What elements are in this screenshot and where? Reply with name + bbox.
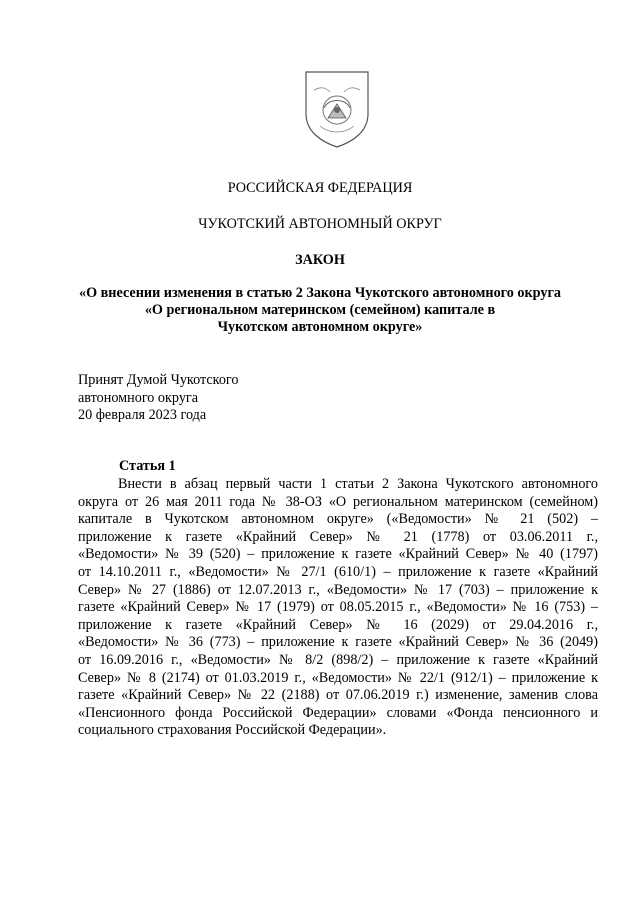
law-title-line: «О внесении изменения в статью 2 Закона Чукотского автономного округа	[78, 285, 562, 301]
article-line: «Ведомости» № 36 (773) – приложение к газете «Крайний Север» № 36 (2049)	[78, 634, 598, 651]
law-title-line: Чукотском автономном округе»	[217, 319, 423, 335]
article-line: газете «Крайний Север» № 22 (2188) от 07.06.2019 г.) изменение, заменив слова	[78, 687, 598, 704]
law-title	[0, 285, 640, 336]
country-heading: РОССИЙСКАЯ ФЕДЕРАЦИЯ	[227, 180, 413, 196]
article-line: от 16.09.2016 г., «Ведомости» № 8/2 (898/2) – приложение к газете «Крайний	[78, 651, 598, 668]
adoption-date: 20 февраля 2023 года	[78, 407, 207, 424]
article-line: округа от 26 мая 2011 года № 38-ОЗ «О региональном материнском (семейном)	[78, 493, 598, 510]
article-line: социального страхования Российской Федерации».	[78, 722, 387, 739]
article-title: Статья 1	[119, 458, 176, 474]
article-line: от 14.10.2011 г., «Ведомости» № 27/1 (610/1) – приложение к газете «Крайний	[78, 563, 598, 580]
article-line: Север» № 27 (1886) от 12.07.2013 г., «Ведомости» № 17 (703) – приложение к	[78, 581, 598, 598]
adoption-line: автономного округа	[78, 389, 199, 406]
article-line: капитале в Чукотском автономном округе» («Ведомости» № 21 (502) –	[78, 511, 598, 528]
article-line: «Пенсионного фонда Российской Федерации» словами «Фонда пенсионного и	[78, 704, 598, 721]
doc-type-heading: ЗАКОН	[295, 252, 345, 268]
region-heading: ЧУКОТСКИЙ АВТОНОМНЫЙ ОКРУГ	[198, 216, 442, 232]
article-line: Север» № 8 (2174) от 01.03.2019 г., «Ведомости» № 22/1 (912/1) – приложение к	[78, 669, 598, 686]
adoption-line: Принят Думой Чукотского	[78, 372, 239, 388]
law-title-line: «О региональном материнском (семейном) капитале в	[144, 302, 496, 318]
article-body	[78, 476, 598, 740]
adoption-note	[78, 372, 238, 425]
coat-of-arms-emblem	[302, 68, 372, 150]
article-line: приложение к газете «Крайний Север» № 21 (1778) от 03.06.2011 г.,	[78, 528, 598, 545]
article-line: Внести в абзац первый части 1 статьи 2 Закона Чукотского автономного	[118, 476, 598, 492]
article-line: газете «Крайний Север» № 17 (1979) от 08.05.2015 г., «Ведомости» № 16 (753) –	[78, 599, 598, 616]
article-line: «Ведомости» № 39 (520) – приложение к газете «Крайний Север» № 40 (1797)	[78, 546, 598, 563]
article-line: приложение к газете «Крайний Север» № 16 (2029) от 29.04.2016 г.,	[78, 616, 598, 633]
